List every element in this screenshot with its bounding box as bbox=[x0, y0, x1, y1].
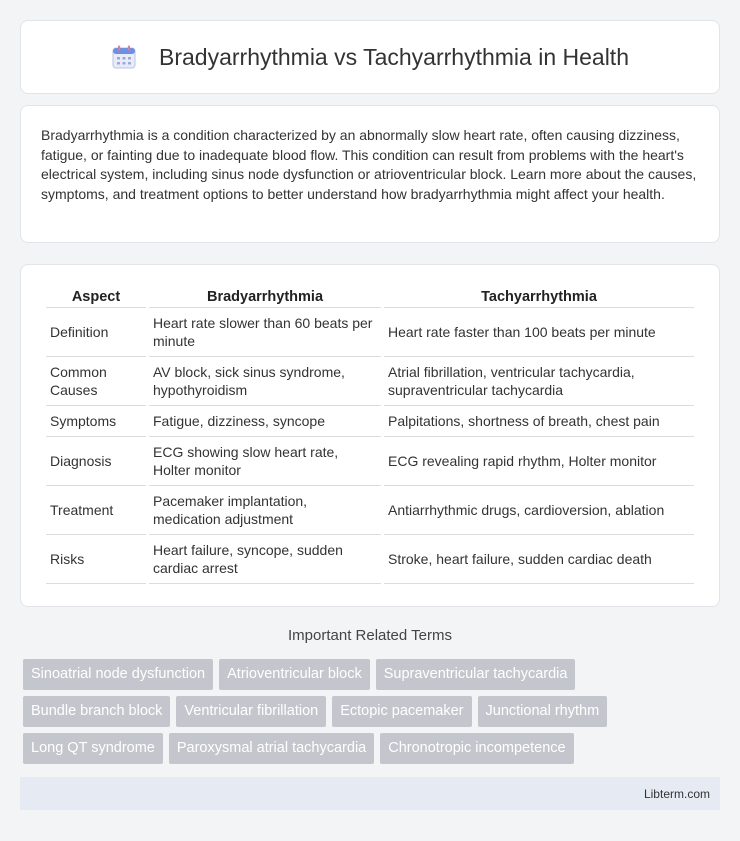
table-cell-aspect: Definition bbox=[46, 308, 146, 357]
term-row bbox=[23, 659, 723, 690]
table-row bbox=[46, 406, 694, 437]
table-cell-aspect: Common Causes bbox=[46, 357, 146, 406]
intro-text: Bradyarrhythmia is a condition characterized by an abnormally slow heart rate, often causing dizziness, fatigue, or fainting due to inadequate blood flow. This condition can result from problems with the heart's electrical system, including sinus node dysfunction or atrioventricular block. Learn more about the causes, symptoms, and treatment options to better understand how bradyarrhythmia might affect your health. bbox=[41, 127, 697, 202]
table-cell-aspect: Risks bbox=[46, 535, 146, 584]
related-terms bbox=[23, 659, 723, 770]
table-cell-aspect: Diagnosis bbox=[46, 437, 146, 486]
calendar-icon bbox=[111, 44, 137, 70]
header-aspect: Aspect bbox=[46, 285, 146, 308]
term-row bbox=[23, 696, 723, 727]
table-row bbox=[46, 357, 694, 406]
table-header-row bbox=[46, 285, 694, 308]
footer bbox=[20, 777, 720, 810]
comparison-table bbox=[43, 285, 697, 584]
table-cell-brady: AV block, sick sinus syndrome, hypothyroidism bbox=[149, 357, 381, 406]
table-cell-tachy: Atrial fibrillation, ventricular tachycardia, supraventricular tachycardia bbox=[384, 357, 694, 406]
table-cell-brady: Fatigue, dizziness, syncope bbox=[149, 406, 381, 437]
term-tag[interactable]: Supraventricular tachycardia bbox=[376, 659, 576, 690]
table-cell-tachy: Heart rate faster than 100 beats per minute bbox=[384, 308, 694, 357]
page-title bbox=[111, 44, 629, 71]
term-tag[interactable]: Ectopic pacemaker bbox=[332, 696, 471, 727]
intro-card bbox=[20, 105, 720, 243]
table-row bbox=[46, 437, 694, 486]
table-cell-brady: Heart rate slower than 60 beats per minute bbox=[149, 308, 381, 357]
term-tag[interactable]: Atrioventricular block bbox=[219, 659, 370, 690]
table-cell-brady: Pacemaker implantation, medication adjustment bbox=[149, 486, 381, 535]
title-card bbox=[20, 20, 720, 94]
header-tachyarrhythmia: Tachyarrhythmia bbox=[384, 285, 694, 308]
header-bradyarrhythmia: Bradyarrhythmia bbox=[149, 285, 381, 308]
table-cell-tachy: Antiarrhythmic drugs, cardioversion, ablation bbox=[384, 486, 694, 535]
term-tag[interactable]: Bundle branch block bbox=[23, 696, 170, 727]
term-tag[interactable]: Long QT syndrome bbox=[23, 733, 163, 764]
term-row bbox=[23, 733, 723, 764]
table-cell-tachy: Palpitations, shortness of breath, chest pain bbox=[384, 406, 694, 437]
page-title-text: Bradyarrhythmia vs Tachyarrhythmia in Health bbox=[159, 43, 629, 70]
table-cell-brady: ECG showing slow heart rate, Holter monitor bbox=[149, 437, 381, 486]
term-tag[interactable]: Paroxysmal atrial tachycardia bbox=[169, 733, 374, 764]
term-tag[interactable]: Junctional rhythm bbox=[478, 696, 608, 727]
comparison-card bbox=[20, 264, 720, 607]
table-row bbox=[46, 308, 694, 357]
table-cell-tachy: Stroke, heart failure, sudden cardiac death bbox=[384, 535, 694, 584]
table-row bbox=[46, 486, 694, 535]
term-tag[interactable]: Sinoatrial node dysfunction bbox=[23, 659, 213, 690]
table-cell-aspect: Treatment bbox=[46, 486, 146, 535]
table-row bbox=[46, 535, 694, 584]
related-terms-heading: Important Related Terms bbox=[288, 627, 452, 644]
table-cell-aspect: Symptoms bbox=[46, 406, 146, 437]
footer-site-link[interactable]: Libterm.com bbox=[643, 786, 710, 801]
table-cell-brady: Heart failure, syncope, sudden cardiac arrest bbox=[149, 535, 381, 584]
term-tag[interactable]: Chronotropic incompetence bbox=[380, 733, 573, 764]
term-tag[interactable]: Ventricular fibrillation bbox=[176, 696, 326, 727]
table-cell-tachy: ECG revealing rapid rhythm, Holter monitor bbox=[384, 437, 694, 486]
